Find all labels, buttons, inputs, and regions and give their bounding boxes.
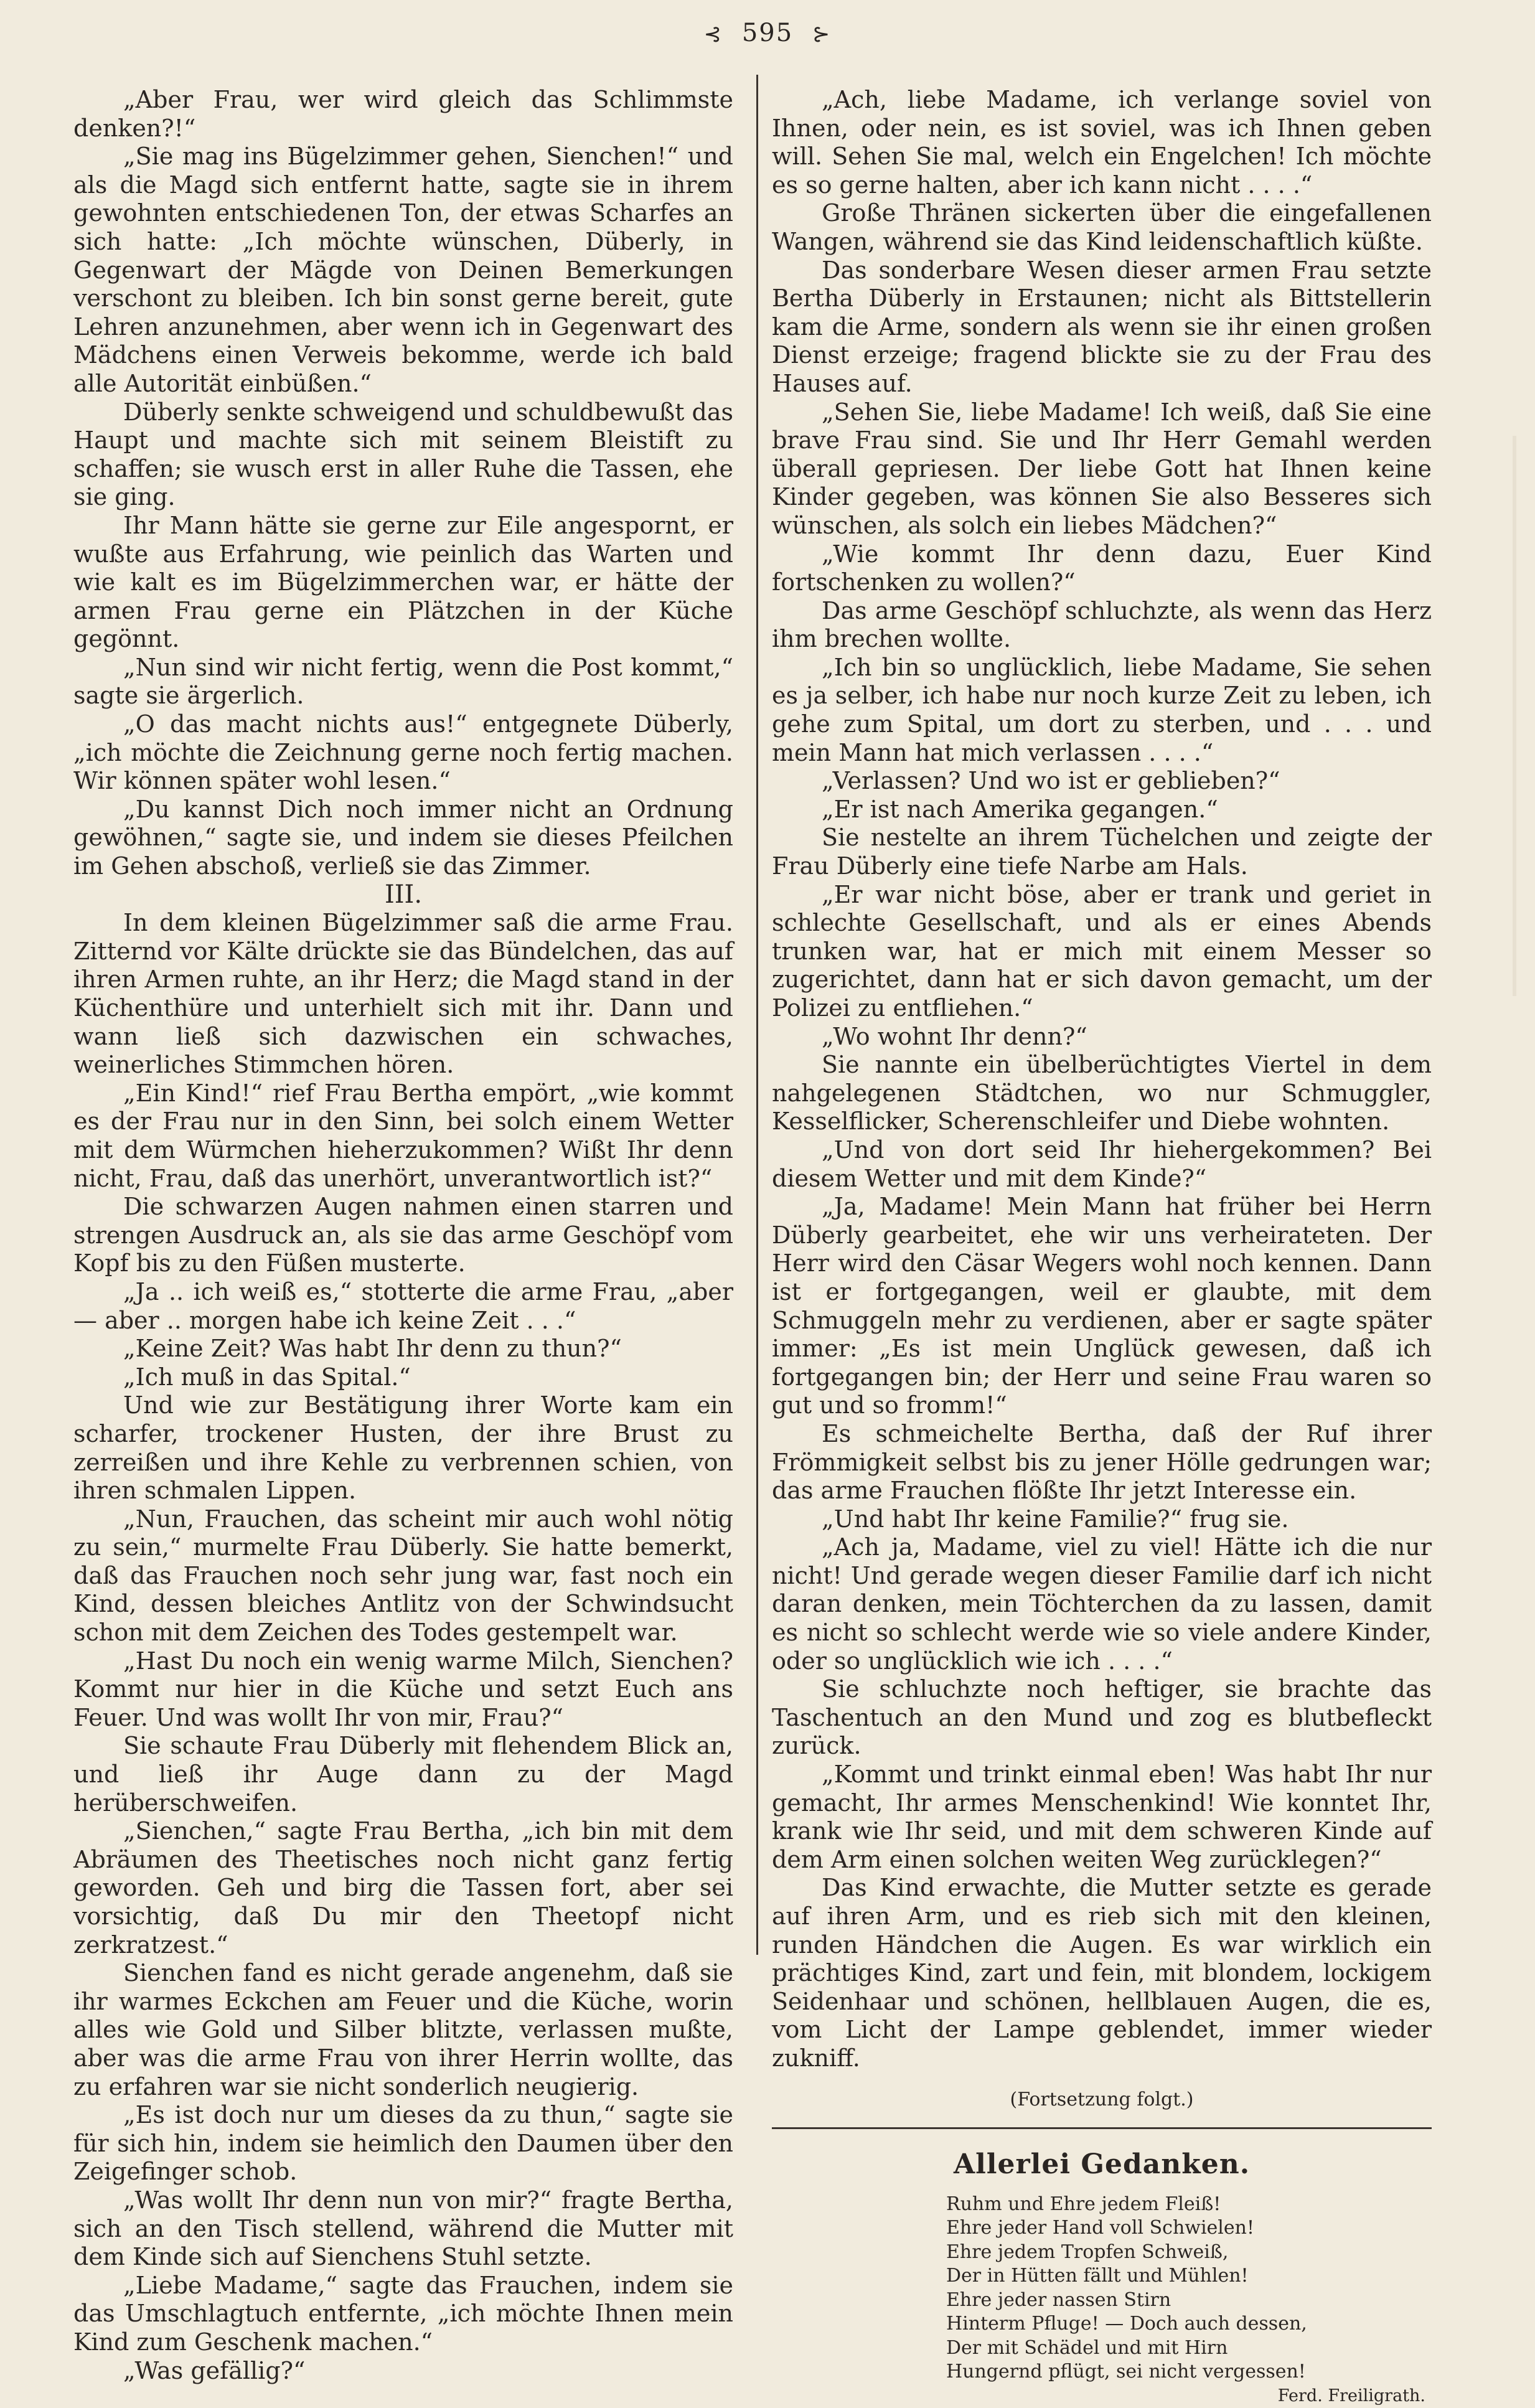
paragraph: Und wie zur Bestätigung ihrer Worte kam ein scharfer, trockener Husten, der ihre Brust zu zerreißen und ihre Kehle zu verbrennen schien, von ihren schmalen Lippen. bbox=[73, 1391, 733, 1505]
paragraph: „Und von dort seid Ihr hiehergekommen? Bei diesem Wetter und mit dem Kinde?“ bbox=[772, 1136, 1432, 1192]
paragraph: „Du kannst Dich noch immer nicht an Ordnung gewöhnen,“ sagte sie, und indem sie dieses Pfeilchen im Gehen abschoß, verließ sie das Zimmer. bbox=[73, 795, 733, 880]
paragraph: Es schmeichelte Bertha, daß der Ruf ihrer Frömmigkeit selbst bis zu jener Hölle gedrungen war; das arme Frauchen flößte Ihr jetzt Interesse ein. bbox=[772, 1419, 1432, 1505]
poem-line: Ehre jedem Tropfen Schweiß, bbox=[946, 2241, 1229, 2263]
paper-stain bbox=[1513, 436, 1516, 996]
paragraph: „Was gefällig?“ bbox=[123, 2356, 306, 2384]
continuation-note: (Fortsetzung folgt.) bbox=[1010, 2088, 1194, 2110]
paragraph: „Kommt und trinkt einmal eben! Was habt Ihr nur gemacht, Ihr armes Menschenkind! Wie konntet Ihr, krank wie Ihr seid, und mit dem schweren Kinde auf dem Arm einen solchen weiten Weg zurücklegen?“ bbox=[772, 1761, 1432, 1873]
paragraph: „Was wollt Ihr denn nun von mir?“ fragte Bertha, sich an den Tisch stellend, während die Mutter mit dem Kinde sich auf Sienchens Stuhl setzte. bbox=[73, 2186, 733, 2271]
paragraph: „O das macht nichts aus!“ entgegnete Düberly, „ich möchte die Zeichnung gerne noch fertig machen. Wir können später wohl lesen.“ bbox=[73, 710, 733, 795]
paragraph: Das Kind erwachte, die Mutter setzte es gerade auf ihren Arm, und es rieb sich mit den kleinen, runden Händchen die Augen. Es war wirklich ein prächtiges Kind, zart und fein, mit blondem, lockigem Seidenhaar und schönen, hellblauen Augen, die es, vom Licht der Lampe geblendet, immer wieder zukniff. bbox=[772, 1874, 1432, 2072]
paragraph: „Hast Du noch ein wenig warme Milch, Sienchen? Kommt nur hier in die Küche und setzt Euch ans Feuer. Und was wollt Ihr von mir, Frau?“ bbox=[73, 1647, 733, 1731]
paragraph: Das sonderbare Wesen dieser armen Frau setzte Bertha Düberly in Erstaunen; nicht als Bittstellerin kam die Arme, sondern als wenn sie ihr einen großen Dienst erzeige; fragend blickte sie zu der Frau des Hauses auf. bbox=[772, 256, 1432, 397]
paragraph: Sie nannte ein übelberüchtigtes Viertel in dem nahgelegenen Städtchen, wo nur Schmuggler, Kesselflicker, Scherenschleifer und Diebe wohnten. bbox=[772, 1051, 1432, 1136]
paragraph: „Nun sind wir nicht fertig, wenn die Post kommt,“ sagte sie ärgerlich. bbox=[73, 653, 733, 710]
paragraph: „Wie kommt Ihr denn dazu, Euer Kind fortschenken zu wollen?“ bbox=[772, 540, 1432, 596]
ornament-right-icon: ⊱ bbox=[812, 22, 832, 47]
paragraph: Das arme Geschöpf schluchzte, als wenn das Herz ihm brechen wollte. bbox=[772, 596, 1432, 653]
ornament-left-icon: ⊰ bbox=[703, 22, 723, 47]
section-heading: III. bbox=[384, 880, 423, 909]
paragraph: „Ja .. ich weiß es,“ stotterte die arme Frau, „aber — aber .. morgen habe ich keine Zeit . . .“ bbox=[73, 1277, 733, 1334]
column-divider bbox=[756, 75, 758, 1955]
paragraph: „Ich muß in das Spital.“ bbox=[123, 1363, 411, 1391]
paragraph: In dem kleinen Bügelzimmer saß die arme Frau. Zitternd vor Kälte drückte sie das Bündelchen, das auf ihren Armen ruhte, an ihr Herz; die Magd stand in der Küchenthüre und unterhielt sich mit ihr. Dann und wann ließ sich dazwischen ein schwaches, weinerliches Stimmchen hören. bbox=[73, 909, 733, 1079]
paragraph: „Er war nicht böse, aber er trank und geriet in schlechte Gesellschaft, und als er eines Abends trunken war, hat er mich mit einem Messer so zugerichtet, dann hat er sich davon gemacht, um der Polizei zu entfliehen.“ bbox=[772, 880, 1432, 1022]
paragraph: „Liebe Madame,“ sagte das Frauchen, indem sie das Umschlagtuch entfernte, „ich möchte Ihnen mein Kind zum Geschenk machen.“ bbox=[73, 2271, 733, 2356]
paragraph: Ihr Mann hätte sie gerne zur Eile angespornt, er wußte aus Erfahrung, wie peinlich das Warten und wie kalt es im Bügelzimmerchen war, er hätte der armen Frau gerne ein Plätzchen in der Küche gegönnt. bbox=[73, 511, 733, 653]
right-column bbox=[772, 86, 1432, 2408]
paragraph: Sie nestelte an ihrem Tüchelchen und zeigte der Frau Düberly eine tiefe Narbe am Hals. bbox=[772, 824, 1432, 880]
paragraph: „Nun, Frauchen, das scheint mir auch wohl nötig zu sein,“ murmelte Frau Düberly. Sie hatte bemerkt, daß das Frauchen noch sehr jung war, fast noch ein Kind, dessen bleiches Antlitz von der Schwindsucht schon mit dem Zeichen des Todes gestempelt war. bbox=[73, 1505, 733, 1647]
poem-line: Ehre jeder nassen Stirn bbox=[946, 2288, 1171, 2311]
paragraph: Große Thränen sickerten über die eingefallenen Wangen, während sie das Kind leidenschaftlich küßte. bbox=[772, 199, 1432, 255]
page-header bbox=[0, 19, 1535, 47]
paragraph: Sie schaute Frau Düberly mit flehendem Blick an, und ließ ihr Auge dann zu der Magd herüberschweifen. bbox=[73, 1732, 733, 1817]
paragraph: „Wo wohnt Ihr denn?“ bbox=[822, 1022, 1087, 1050]
paragraph: „Sienchen,“ sagte Frau Bertha, „ich bin mit dem Abräumen des Theetisches noch nicht ganz fertig geworden. Geh und birg die Tassen fort, aber sei vorsichtig, daß Du mir den Theetopf nicht zerkratzest.“ bbox=[73, 1817, 733, 1959]
paragraph: „Ach ja, Madame, viel zu viel! Hätte ich die nur nicht! Und gerade wegen dieser Familie darf ich nicht daran denken, mein Töchterchen da zu lassen, damit es nicht so schlecht werde wie so viele andere Kinder, oder so unglücklich wie ich . . . .“ bbox=[772, 1533, 1432, 1675]
paragraph: „Ja, Madame! Mein Mann hat früher bei Herrn Düberly gearbeitet, ehe wir uns verheirateten. Der Herr wird den Cäsar Wegers wohl noch kennen. Dann ist er fortgegangen, weil er glaubte, mit dem Schmuggeln mehr zu verdienen, aber er sagte später immer: „Es ist mein Unglück gewesen, daß ich fortgegangen bin; der Herr und seine Frau waren so gut und so fromm!“ bbox=[772, 1193, 1432, 1419]
paragraph: Düberly senkte schweigend und schuldbewußt das Haupt und machte sich mit seinem Bleistift zu schaffen; sie wusch erst in aller Ruhe die Tassen, ehe sie ging. bbox=[73, 398, 733, 511]
poem-line: Der mit Schädel und mit Hirn bbox=[946, 2336, 1228, 2359]
paragraph: „Ach, liebe Madame, ich verlange soviel von Ihnen, oder nein, es ist soviel, was ich Ihnen geben will. Sehen Sie mal, welch ein Engelchen! Ich möchte es so gerne halten, aber ich kann nicht . . . .“ bbox=[772, 86, 1432, 199]
poem-line: Der in Hütten fällt und Mühlen! bbox=[946, 2265, 1249, 2287]
poem-title: Allerlei Gedanken. bbox=[953, 2148, 1251, 2181]
left-column bbox=[73, 86, 733, 2385]
paragraph: „Keine Zeit? Was habt Ihr denn zu thun?“ bbox=[123, 1335, 622, 1363]
paragraph: Sienchen fand es nicht gerade angenehm, daß sie ihr warmes Eckchen am Feuer und die Küche, worin alles wie Gold und Silber blitzte, verlassen mußte, aber was die arme Frau von ihrer Herrin wollte, das zu erfahren war sie nicht sonderlich neugierig. bbox=[73, 1959, 733, 2100]
paragraph: „Sie mag ins Bügelzimmer gehen, Sienchen!“ und als die Magd sich entfernt hatte, sagte sie in ihrem gewohnten entschiedenen Ton, der etwas Scharfes an sich hatte: „Ich möchte wünschen, Düberly, in Gegenwart der Mägde von Deinen Bemerkungen verschont zu bleiben. Ich bin sonst gerne bereit, gute Lehren anzunehmen, aber wenn ich in Gegenwart des Mädchens einen Verweis bekomme, werde ich bald alle Autorität einbüßen.“ bbox=[73, 143, 733, 397]
poem-line: Ruhm und Ehre jedem Fleiß! bbox=[946, 2193, 1221, 2215]
paragraph: „Ich bin so unglücklich, liebe Madame, Sie sehen es ja selber, ich habe nur noch kurze Zeit zu leben, ich gehe zum Spital, um dort zu sterben, und . . . und mein Mann hat mich verlassen . . . .“ bbox=[772, 653, 1432, 766]
paragraph: Die schwarzen Augen nahmen einen starren und strengen Ausdruck an, als sie das arme Geschöpf vom Kopf bis zu den Füßen musterte. bbox=[73, 1193, 733, 1277]
poem bbox=[946, 2193, 1432, 2406]
paragraph: „Es ist doch nur um dieses da zu thun,“ sagte sie für sich hin, indem sie heimlich den Daumen über den Zeigefinger schob. bbox=[73, 2101, 733, 2186]
paragraph: Sie schluchzte noch heftiger, sie brachte das Taschentuch an den Mund und zog es blutbefleckt zurück. bbox=[772, 1675, 1432, 1760]
paragraph: „Er ist nach Amerika gegangen.“ bbox=[822, 795, 1218, 823]
poem-line: Hinterm Pfluge! — Doch auch dessen, bbox=[946, 2313, 1307, 2335]
poem-line: Ehre jeder Hand voll Schwielen! bbox=[946, 2217, 1255, 2239]
paragraph: „Aber Frau, wer wird gleich das Schlimmste denken?!“ bbox=[73, 86, 733, 142]
paragraph: „Verlassen? Und wo ist er geblieben?“ bbox=[822, 767, 1280, 795]
page-number: 595 bbox=[741, 19, 794, 47]
paragraph: „Und habt Ihr keine Familie?“ frug sie. bbox=[822, 1505, 1289, 1533]
poem-last-line: Hungernd pflügt, sei nicht vergessen! bbox=[946, 2361, 1306, 2383]
section-rule bbox=[772, 2127, 1432, 2129]
poem-author: Ferd. Freiligrath. bbox=[1277, 2386, 1425, 2406]
paragraph: „Sehen Sie, liebe Madame! Ich weiß, daß Sie eine brave Frau sind. Sie und Ihr Herr Gemahl werden überall gepriesen. Der liebe Gott hat Ihnen keine Kinder gegeben, was können Sie also Besseres sich wünschen, als solch ein liebes Mädchen?“ bbox=[772, 398, 1432, 539]
poem-line bbox=[946, 2360, 1432, 2406]
paragraph: „Ein Kind!“ rief Frau Bertha empört, „wie kommt es der Frau nur in den Sinn, bei solch einem Wetter mit dem Würmchen hieherzukommen? Wißt Ihr denn nicht, Frau, daß das unerhört, unverantwortlich ist?“ bbox=[73, 1079, 733, 1192]
